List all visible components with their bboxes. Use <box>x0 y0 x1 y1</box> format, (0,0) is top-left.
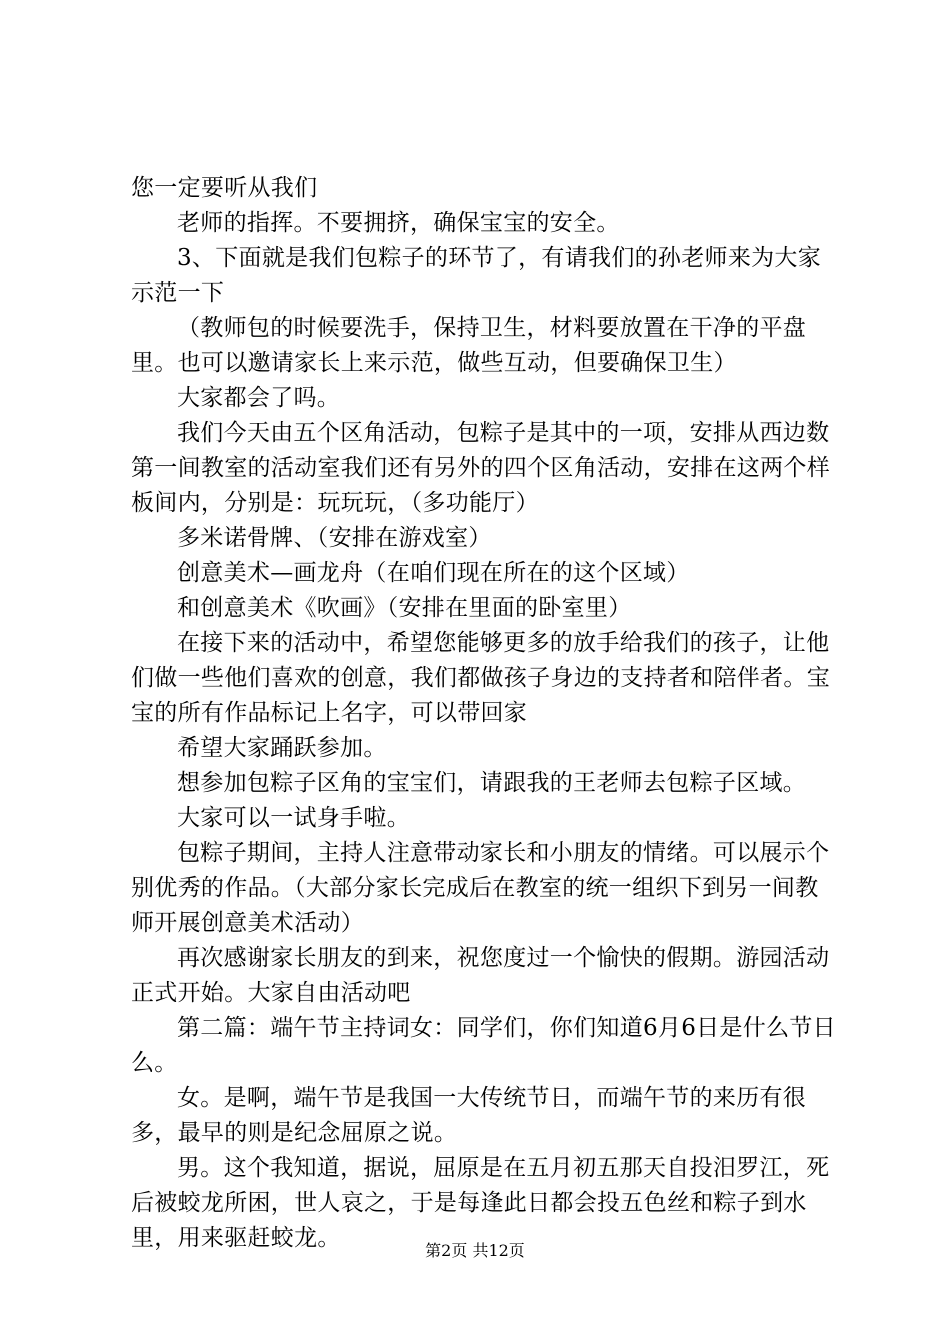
paragraph: 大家都会了吗。 <box>177 385 341 411</box>
paragraph: 创意美术—画龙舟（在咱们现在所在的这个区域） <box>177 560 690 586</box>
paragraph: 在接下来的活动中，希望您能够更多的放手给我们的孩子，让他们做一些他们喜欢的创意，我们都做孩子身边的支持者和陪伴者。宝宝的所有作品标记上名字，可以带回家 <box>131 630 830 726</box>
paragraph: 3、下面就是我们包粽子的环节了，有请我们的孙老师来为大家示范一下 <box>131 245 822 306</box>
page-footer <box>0 1241 950 1261</box>
paragraph: 老师的指挥。不要拥挤，确保宝宝的安全。 <box>177 210 620 236</box>
paragraph: 您一定要听从我们 <box>131 175 318 201</box>
paragraph: 第二篇：端午节主持词女：同学们，你们知道6月6日是什么节日么。 <box>131 1015 836 1076</box>
page-number-label: 第2页 共12页 <box>425 1241 525 1260</box>
paragraph: 大家可以一试身手啦。 <box>177 805 410 831</box>
paragraph: 女。是啊，端午节是我国一大传统节日，而端午节的来历有很多，最早的则是纪念屈原之说。 <box>131 1085 807 1146</box>
paragraph: 和创意美术《吹画》（安排在里面的卧室里） <box>177 595 632 621</box>
paragraph: 希望大家踊跃参加。 <box>177 735 387 761</box>
paragraph: （教师包的时候要洗手，保持卫生，材料要放置在干净的平盘里。也可以邀请家长上来示范，做些互动，但要确保卫生） <box>131 315 807 376</box>
paragraph: 多米诺骨牌、（安排在游戏室） <box>177 525 492 551</box>
paragraph: 男。这个我知道，据说，屈原是在五月初五那天自投汨罗江，死后被蛟龙所困，世人哀之，于是每逢此日都会投五色丝和粽子到水里，用来驱赶蛟龙。 <box>131 1155 830 1251</box>
paragraph: 包粽子期间，主持人注意带动家长和小朋友的情绪。可以展示个别优秀的作品。（大部分家长完成后在教室的统一组织下到另一间教师开展创意美术活动） <box>131 840 830 936</box>
paragraph: 再次感谢家长朋友的到来，祝您度过一个愉快的假期。游园活动正式开始。大家自由活动吧 <box>131 945 830 1006</box>
paragraph: 我们今天由五个区角活动，包粽子是其中的一项，安排从西边数第一间教室的活动室我们还有另外的四个区角活动，安排在这两个样板间内，分别是：玩玩玩，（多功能厅） <box>131 420 830 516</box>
document-body <box>131 171 841 1256</box>
paragraph: 想参加包粽子区角的宝宝们，请跟我的王老师去包粽子区域。 <box>177 770 807 796</box>
